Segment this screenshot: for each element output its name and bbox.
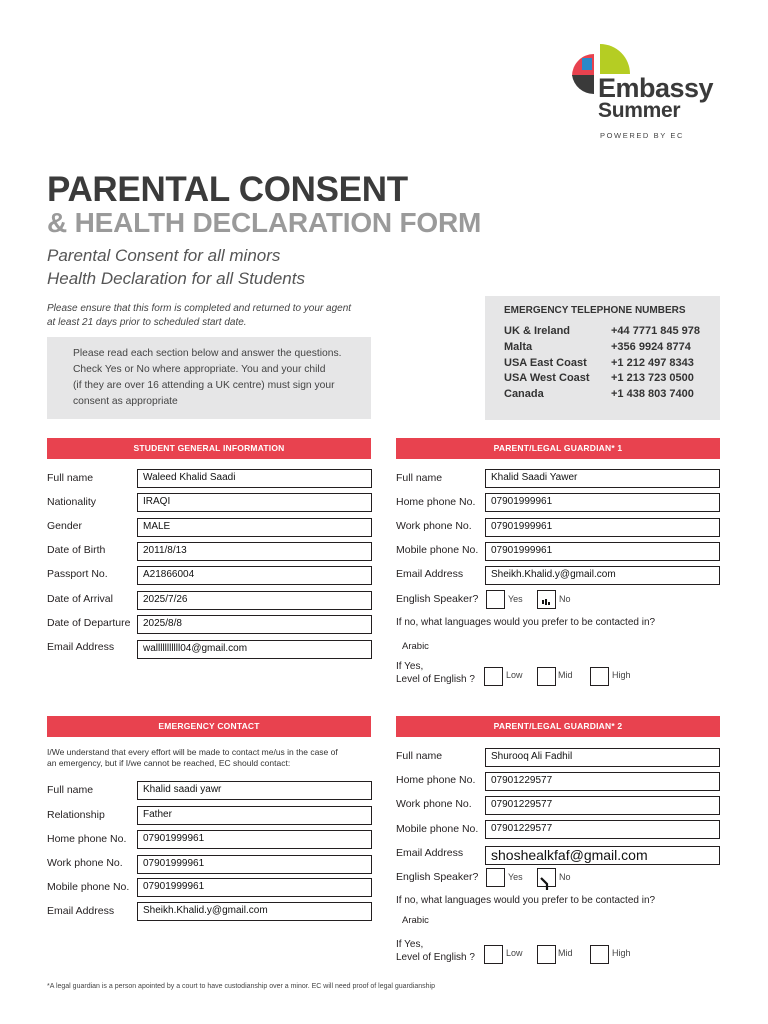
guardian2-level-low-label: Low: [506, 948, 523, 958]
ec-home-phone-label: Home phone No.: [47, 833, 127, 845]
guardian2-language-question: If no, what languages would you prefer to be contacted in?: [396, 895, 656, 906]
logo-sub: Summer: [598, 99, 681, 122]
guardian1-mobile-phone-field[interactable]: 07901999961: [485, 542, 720, 561]
guardian1-level-high-checkbox[interactable]: [590, 667, 609, 686]
page-subtitle: & HEALTH DECLARATION FORM: [47, 207, 482, 238]
emergency-number-row: [504, 357, 720, 373]
emergency-number-row: [504, 341, 720, 357]
guardian2-mobile-phone-label: Mobile phone No.: [396, 823, 479, 835]
phone-number: +1 213 723 0500: [611, 372, 694, 385]
student-passport-label: Passport No.: [47, 568, 108, 580]
emergency-number-row: [504, 325, 720, 341]
guardian2-level-mid-label: Mid: [558, 948, 573, 958]
emergency-number-row: [504, 388, 720, 404]
student-departure-field[interactable]: 2025/8/8: [137, 615, 372, 634]
ec-mobile-phone-label: Mobile phone No.: [47, 881, 130, 893]
guardian1-yes-checkbox[interactable]: [486, 590, 505, 609]
guardian2-work-phone-label: Work phone No.: [396, 798, 472, 810]
phone-number: +356 9924 8774: [611, 340, 691, 353]
guardian1-email-label: Email Address: [396, 568, 464, 580]
ec-email-label: Email Address: [47, 905, 115, 917]
guardian2-language-value[interactable]: Arabic: [402, 915, 429, 926]
ec-fullname-field[interactable]: Khalid saadi yawr: [137, 781, 372, 800]
ec-relationship-label: Relationship: [47, 809, 105, 821]
ec-home-phone-field[interactable]: 07901999961: [137, 830, 372, 849]
instruction-line: Check Yes or No where appropriate. You and your child: [73, 364, 326, 375]
guardian2-level-high-checkbox[interactable]: [590, 945, 609, 964]
guardian2-mobile-phone-field[interactable]: 07901229577: [485, 820, 720, 839]
guardian2-section-header: PARENT/LEGAL GUARDIAN* 2: [396, 716, 720, 737]
phone-number: +1 212 497 8343: [611, 356, 694, 369]
student-gender-label: Gender: [47, 520, 83, 532]
region: USA West Coast: [504, 372, 590, 385]
guardian2-email-field[interactable]: shoshealkfaf@gmail.com: [485, 846, 720, 865]
guardian2-work-phone-field[interactable]: 07901229577: [485, 796, 720, 815]
logo-blue-segment: [582, 58, 592, 70]
ec-fullname-label: Full name: [47, 784, 94, 796]
region: Malta: [504, 340, 533, 353]
student-fullname-field[interactable]: Waleed Khalid Saadi: [137, 469, 372, 488]
guardian2-level-high-label: High: [612, 948, 631, 958]
logo-green-segment: [600, 44, 630, 74]
guardian2-level-low-checkbox[interactable]: [484, 945, 503, 964]
region: USA East Coast: [504, 356, 587, 369]
student-email-label: Email Address: [47, 641, 115, 653]
guardian2-english-speaker-label: English Speaker?: [396, 871, 479, 883]
subtitle-consent: Parental Consent for all minors: [47, 246, 281, 265]
guardian2-fullname-label: Full name: [396, 750, 443, 762]
student-section-header: STUDENT GENERAL INFORMATION: [47, 438, 371, 459]
guardian1-level-high-label: High: [612, 670, 631, 680]
guardian1-work-phone-field[interactable]: 07901999961: [485, 518, 720, 537]
ec-relationship-field[interactable]: Father: [137, 806, 372, 825]
guardian1-level-label-1: If Yes,: [396, 661, 424, 672]
emergency-contact-intro-1: I/We understand that every effort will be made to contact me/us in the case of: [47, 747, 338, 757]
emergency-numbers-title: EMERGENCY TELEPHONE NUMBERS: [504, 305, 686, 316]
guardian2-email-label: Email Address: [396, 847, 464, 859]
ec-mobile-phone-field[interactable]: 07901999961: [137, 878, 372, 897]
phone-number: +1 438 803 7400: [611, 388, 694, 401]
instruction-line: Please read each section below and answer the questions.: [73, 348, 342, 359]
page-title: PARENTAL CONSENT: [47, 170, 408, 209]
logo-dark-segment: [572, 75, 594, 94]
instruction-line: (if they are over 16 attending a UK centre) must sign your: [73, 380, 335, 391]
ec-email-field[interactable]: Sheikh.Khalid.y@gmail.com: [137, 902, 372, 921]
student-nationality-field[interactable]: IRAQI: [137, 493, 372, 512]
logo-powered: POWERED BY EC: [600, 131, 685, 140]
phone-number: +44 7771 845 978: [611, 325, 701, 337]
student-dob-field[interactable]: 2011/8/13: [137, 542, 372, 561]
guardian1-no-checkbox[interactable]: [537, 590, 556, 609]
guardian2-no-checkbox[interactable]: [537, 868, 556, 887]
note-line-1: Please ensure that this form is completed and returned to your agent: [47, 303, 352, 314]
guardian1-level-mid-label: Mid: [558, 670, 573, 680]
emergency-number-row: [504, 372, 720, 388]
checkmark-icon: [538, 869, 555, 891]
student-email-field[interactable]: walllllllllll04@gmail.com: [137, 640, 372, 659]
student-gender-field[interactable]: MALE: [137, 518, 372, 537]
guardian1-language-value[interactable]: Arabic: [402, 641, 429, 652]
student-arrival-field[interactable]: 2025/7/26: [137, 591, 372, 610]
guardian1-level-mid-checkbox[interactable]: [537, 667, 556, 686]
guardian1-level-low-label: Low: [506, 670, 523, 680]
student-nationality-label: Nationality: [47, 496, 97, 508]
student-departure-label: Date of Departure: [47, 617, 131, 629]
guardian2-level-label-1: If Yes,: [396, 939, 424, 950]
guardian2-yes-checkbox[interactable]: [486, 868, 505, 887]
emergency-contact-section-header: EMERGENCY CONTACT: [47, 716, 371, 737]
footnote: *A legal guardian is a person apointed by a court to have custodianship over a minor. EC will need proof of legal guardianship: [47, 983, 435, 990]
guardian2-no-label: No: [559, 872, 571, 882]
guardian1-home-phone-label: Home phone No.: [396, 496, 476, 508]
emergency-numbers-box: [485, 296, 720, 420]
guardian1-email-field[interactable]: Sheikh.Khalid.y@gmail.com: [485, 566, 720, 585]
guardian1-language-question: If no, what languages would you prefer to be contacted in?: [396, 617, 656, 628]
checkmark-icon: [538, 591, 555, 608]
guardian2-fullname-field[interactable]: Shurooq Ali Fadhil: [485, 748, 720, 767]
guardian1-section-header: PARENT/LEGAL GUARDIAN* 1: [396, 438, 720, 459]
guardian1-fullname-label: Full name: [396, 472, 443, 484]
logo-name: Embassy: [598, 73, 714, 103]
guardian1-fullname-field[interactable]: Khalid Saadi Yawer: [485, 469, 720, 488]
guardian1-work-phone-label: Work phone No.: [396, 520, 472, 532]
emergency-contact-intro-2: an emergency, but if I/we cannot be reached, EC should contact:: [47, 758, 291, 768]
guardian2-level-label-2: Level of English ?: [396, 952, 475, 963]
region: UK & Ireland: [504, 325, 571, 337]
guardian2-yes-label: Yes: [508, 872, 523, 882]
guardian1-level-low-checkbox[interactable]: [484, 667, 503, 686]
student-dob-label: Date of Birth: [47, 544, 106, 556]
region: Canada: [504, 388, 544, 401]
student-fullname-label: Full name: [47, 472, 94, 484]
guardian2-level-mid-checkbox[interactable]: [537, 945, 556, 964]
guardian1-home-phone-field[interactable]: 07901999961: [485, 493, 720, 512]
ec-work-phone-field[interactable]: 07901999961: [137, 855, 372, 874]
guardian1-level-label-2: Level of English ?: [396, 674, 475, 685]
guardian1-mobile-phone-label: Mobile phone No.: [396, 544, 479, 556]
guardian1-no-label: No: [559, 594, 571, 604]
guardian1-yes-label: Yes: [508, 594, 523, 604]
guardian2-home-phone-field[interactable]: 07901229577: [485, 772, 720, 791]
ec-work-phone-label: Work phone No.: [47, 857, 123, 869]
student-arrival-label: Date of Arrival: [47, 593, 113, 605]
subtitle-health: Health Declaration for all Students: [47, 269, 305, 288]
instruction-line: consent as appropriate: [73, 396, 178, 407]
student-passport-field[interactable]: A21866004: [137, 566, 372, 585]
note-line-2: at least 21 days prior to scheduled start date.: [47, 317, 247, 328]
instructions-box: [47, 337, 371, 419]
guardian1-english-speaker-label: English Speaker?: [396, 593, 479, 605]
guardian2-home-phone-label: Home phone No.: [396, 774, 476, 786]
